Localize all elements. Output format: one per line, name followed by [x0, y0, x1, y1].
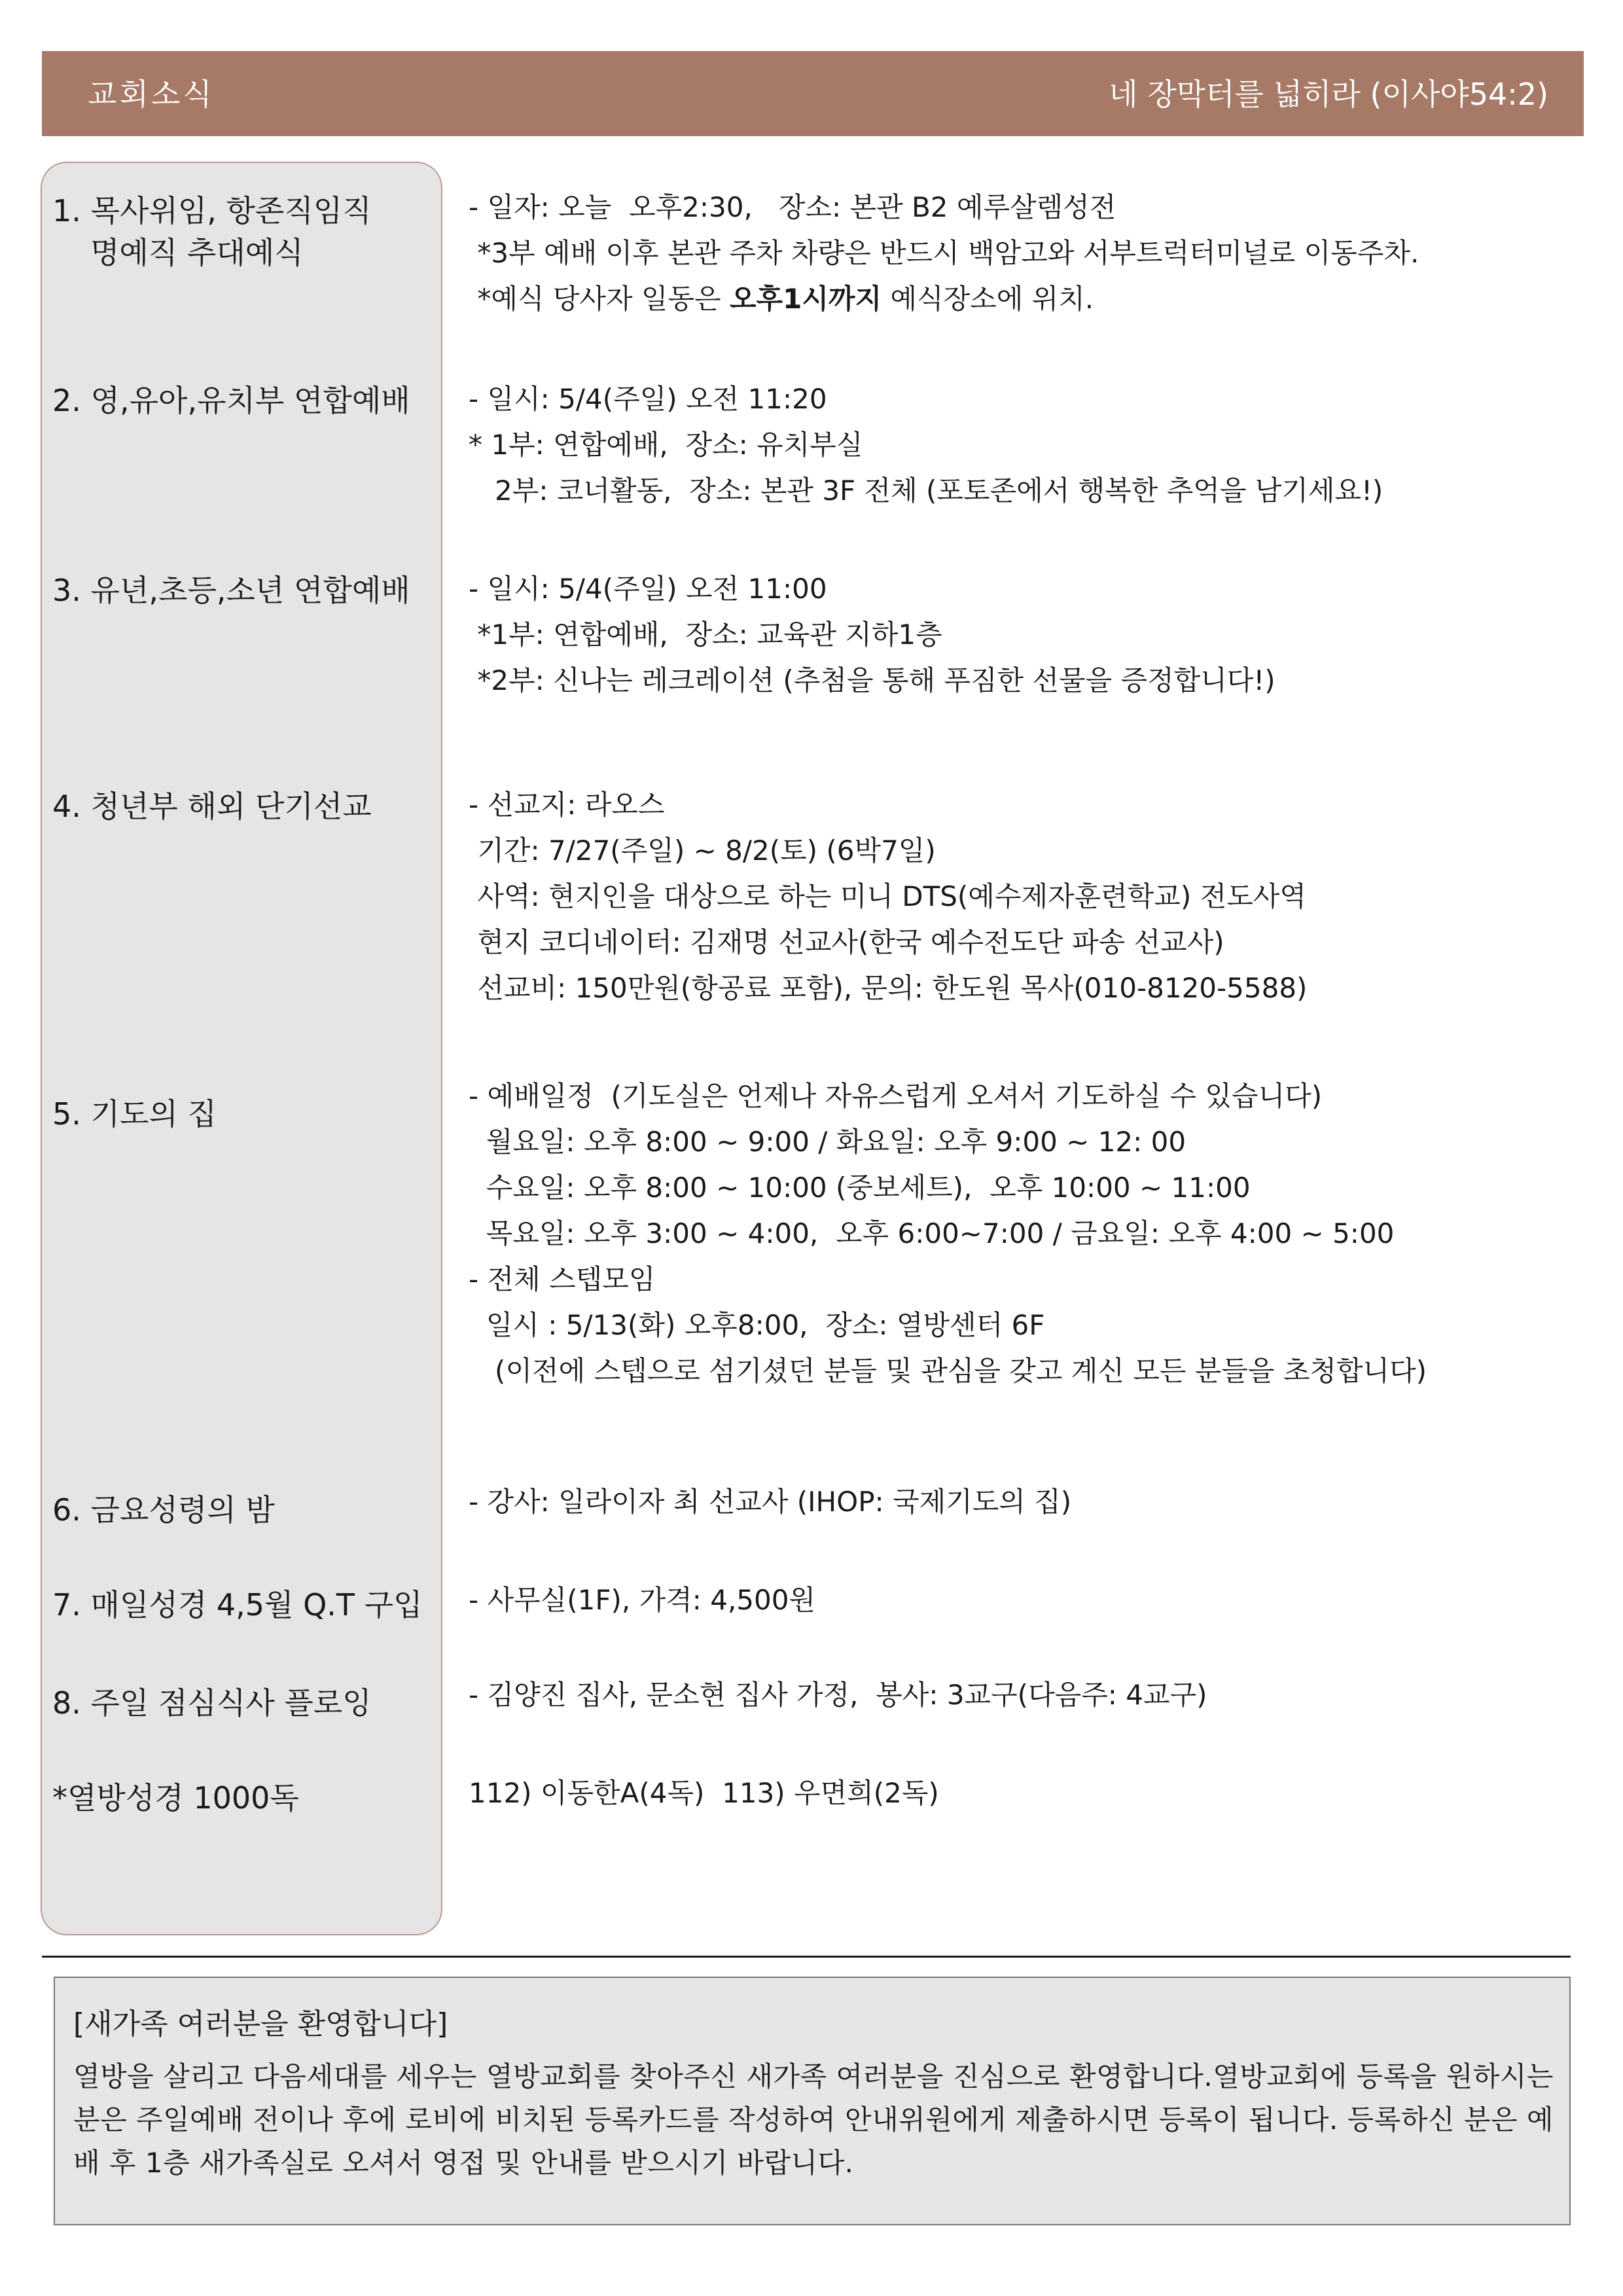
item-details — [469, 1672, 1207, 1718]
item-title — [52, 1489, 275, 1531]
item-title-line: 3. 유년,초등,소년 연합예배 — [52, 573, 410, 608]
detail-line: - 사무실(1F), 가격: 4,500원 — [469, 1584, 816, 1616]
item-details — [469, 1073, 1427, 1394]
detail-line: 일시 : 5/13(화) 오후8:00, 장소: 열방센터 6F — [469, 1309, 1045, 1341]
detail-line: - 일시: 5/4(주일) 오전 11:20 — [469, 383, 827, 415]
item-title-line: 4. 청년부 해외 단기선교 — [52, 789, 372, 824]
detail-line: *3부 예배 이후 본관 주차 차량은 반드시 백암고와 서부트럭터미널로 이동주차. — [469, 237, 1419, 269]
detail-line: - 강사: 일라이자 최 선교사 (IHOP: 국제기도의 집) — [469, 1486, 1072, 1518]
detail-line: 2부: 코너활동, 장소: 본관 3F 전체 (포토존에서 행복한 추억을 남기세요!) — [469, 475, 1383, 507]
item-details — [469, 1770, 939, 1816]
item-details — [469, 1577, 815, 1623]
item-details — [469, 782, 1307, 1011]
detail-line: - 일시: 5/4(주일) 오전 11:00 — [469, 573, 827, 605]
item-title — [52, 1093, 217, 1135]
item-title-line: 8. 주일 점심식사 플로잉 — [52, 1685, 372, 1721]
detail-line: 월요일: 오후 8:00 ~ 9:00 / 화요일: 오후 9:00 ~ 12: 00 — [469, 1126, 1186, 1158]
detail-line: 현지 코디네이터: 김재명 선교사(한국 예수전도단 파송 선교사) — [469, 926, 1224, 958]
welcome-title: [새가족 여러분을 환영합니다] — [73, 2007, 448, 2041]
detail-line: - 전체 스텝모임 — [469, 1263, 656, 1295]
detail-line: 수요일: 오후 8:00 ~ 10:00 (중보세트), 오후 10:00 ~ 11:00 — [469, 1172, 1251, 1204]
item-title — [52, 1584, 423, 1626]
item-title-line: 7. 매일성경 4,5월 Q.T 구입 — [52, 1587, 423, 1623]
detail-line: 목요일: 오후 3:00 ~ 4:00, 오후 6:00~7:00 / 금요일: 오후 4:00 ~ 5:00 — [469, 1217, 1395, 1249]
detail-line: (이전에 스텝으로 섬기셨던 분들 및 관심을 갖고 계신 모든 분들을 초청합니다) — [469, 1355, 1427, 1387]
item-title — [52, 1682, 372, 1724]
welcome-box — [54, 1977, 1571, 2225]
detail-line: - 김양진 집사, 문소현 집사 가정, 봉사: 3교구(다음주: 4교구) — [469, 1679, 1207, 1711]
detail-line: *1부: 연합예배, 장소: 교육관 지하1층 — [469, 619, 942, 651]
detail-line: 기간: 7/27(주일) ~ 8/2(토) (6박7일) — [469, 834, 936, 867]
welcome-body: 열방을 살리고 다음세대를 세우는 열방교회를 찾아주신 새가족 여러분을 진심으로 환영합니다.열방교회에 등록을 원하시는 분은 주일예배 전이나 후에 로비에 비치된 등록카드를 작성하여 안내위원에게 제출하시면 등록이 됩니다. 등록하신 분은 예배 후 1층 새가족실로 오셔서 영접 및 안내를 받으시기 바랍니다. — [73, 2060, 1554, 2179]
detail-line: * 1부: 연합예배, 장소: 유치부실 — [469, 429, 863, 461]
divider — [42, 1956, 1571, 1958]
item-title — [52, 785, 372, 827]
item-title-line: 6. 금요성령의 밤 — [52, 1492, 275, 1528]
item-details — [469, 185, 1419, 322]
item-title — [52, 190, 372, 274]
header-bar — [42, 51, 1584, 136]
item-title-line: 5. 기도의 집 — [52, 1096, 217, 1132]
detail-line: - 일자: 오늘 오후2:30, 장소: 본관 B2 예루살렘성전 — [469, 191, 1116, 223]
item-details — [469, 376, 1383, 514]
item-details — [469, 566, 1275, 704]
item-title-line: 2. 영,유아,유치부 연합예배 — [52, 383, 410, 418]
detail-line: 112) 이동한A(4독) 113) 우면희(2독) — [469, 1777, 939, 1809]
detail-line: *예식 당사자 일동은 오후1시까지 예식장소에 위치. — [469, 283, 1094, 315]
detail-line: - 예배일정 (기도실은 언제나 자유스럽게 오셔서 기도하실 수 있습니다) — [469, 1080, 1323, 1112]
emphasis-text: 오후1시까지 — [729, 283, 882, 315]
item-title-panel — [41, 162, 442, 1935]
detail-line: 선교비: 150만원(항공료 포함), 문의: 한도원 목사(010-8120-5588) — [469, 972, 1308, 1004]
detail-line: 사역: 현지인을 대상으로 하는 미니 DTS(예수제자훈련학교) 전도사역 — [469, 880, 1306, 912]
header-verse: 네 장막터를 넓히라 (이사야54:2) — [1109, 77, 1548, 112]
section-title: 교회소식 — [88, 77, 215, 112]
item-title — [52, 1777, 299, 1819]
item-title — [52, 380, 410, 422]
item-title-line: 명예직 추대예식 — [90, 235, 304, 270]
item-title-line: *열방성경 1000독 — [52, 1780, 299, 1816]
item-title-line: 1. 목사위임, 항존직임직 — [52, 193, 372, 228]
item-details — [469, 1479, 1071, 1525]
detail-line: *2부: 신나는 레크레이션 (추첨을 통해 푸짐한 선물을 증정합니다!) — [469, 664, 1275, 696]
item-title — [52, 569, 410, 611]
detail-line: - 선교지: 라오스 — [469, 789, 665, 821]
